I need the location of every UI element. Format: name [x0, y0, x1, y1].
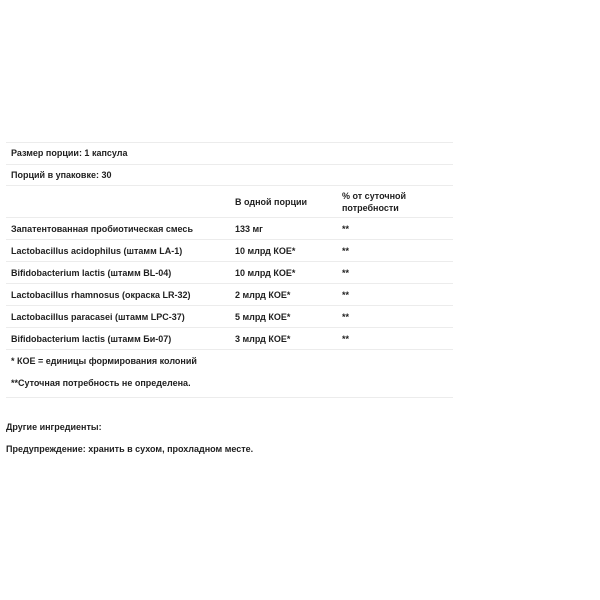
footnotes: [6, 349, 453, 398]
serving-size: Размер порции: 1 капсула: [11, 148, 128, 159]
ingredient-amount: 10 млрд КОЕ*: [235, 245, 296, 256]
table-header-row: [6, 185, 453, 217]
ingredient-name: Lactobacillus acidophilus (штамм LA-1): [11, 245, 183, 256]
table-row: [6, 305, 453, 327]
header-amount: В одной порции: [235, 196, 308, 207]
ingredient-name: Bifidobacterium lactis (штамм Би-07): [11, 333, 172, 344]
ingredient-amount: 133 мг: [235, 223, 263, 234]
ingredient-amount: 5 млрд КОЕ*: [235, 311, 291, 322]
servings-per-container: Порций в упаковке: 30: [11, 169, 112, 180]
ingredient-name: Bifidobacterium lactis (штамм BL-04): [11, 267, 172, 278]
ingredient-amount: 10 млрд КОЕ*: [235, 267, 296, 278]
ingredient-dv: **: [342, 223, 350, 234]
serving-size-row: [6, 142, 453, 164]
table-row: [6, 217, 453, 239]
ingredient-name: Lactobacillus rhamnosus (окраска LR-32): [11, 289, 191, 300]
ingredient-name: Lactobacillus paracasei (штамм LPC-37): [11, 311, 185, 322]
table-row: [6, 283, 453, 305]
ingredient-amount: 2 млрд КОЕ*: [235, 289, 291, 300]
ingredient-amount: 3 млрд КОЕ*: [235, 333, 291, 344]
ingredient-dv: **: [342, 333, 350, 344]
table-row: [6, 261, 453, 283]
ingredient-dv: **: [342, 267, 350, 278]
storage-warning: Предупреждение: хранить в сухом, прохладном месте.: [6, 444, 254, 454]
ingredient-dv: **: [342, 311, 350, 322]
table-row: [6, 239, 453, 261]
servings-per-container-row: [6, 164, 453, 186]
ingredient-dv: **: [342, 245, 350, 256]
supplement-facts-table: [6, 142, 453, 398]
other-ingredients: Другие ингредиенты:: [6, 422, 102, 432]
table-row: [6, 327, 453, 349]
ingredient-name: Запатентованная пробиотическая смесь: [11, 223, 193, 234]
header-daily-value: % от суточной потребности: [342, 190, 407, 213]
ingredient-dv: **: [342, 289, 350, 300]
footnote-daily-value: **Суточная потребность не определена.: [11, 378, 191, 388]
footnote-cfu: * КОЕ = единицы формирования колоний: [11, 356, 197, 366]
